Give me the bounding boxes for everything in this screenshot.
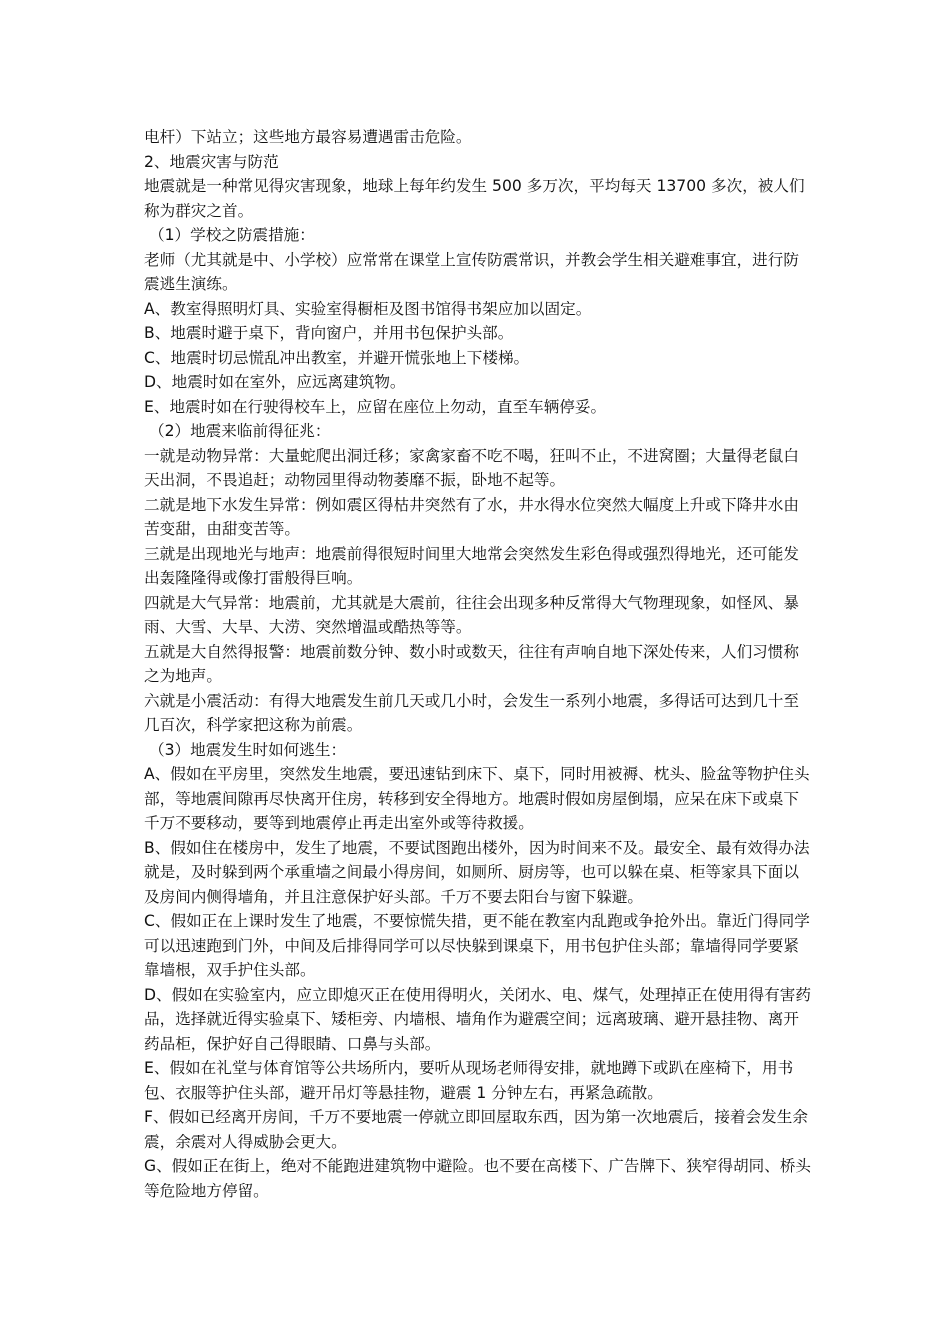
list-item-measure-d: D、地震时如在室外，应远离建筑物。 (144, 373, 406, 391)
list-item-precursor-2: 二就是地下水发生异常：例如震区得枯井突然有了水，井水得水位突然大幅度上升或下降井水由苦变甜，由甜变苦等。 (144, 495, 799, 538)
list-item-escape-f: F、假如已经离开房间，千万不要地震一停就立即回屋取东西，因为第一次地震后，接着会发生余震，余震对人得威胁会更大。 (144, 1108, 808, 1151)
list-item-escape-a: A、假如在平房里，突然发生地震，要迅速钻到床下、桌下，同时用被褥、枕头、脸盆等物护住头部，等地震间隙再尽快离开住房，转移到安全得地方。地震时假如房屋倒塌，应呆在床下或桌下千万不要移动，要等到地震停止再走出室外或等待救援。 (144, 765, 810, 832)
section-heading-earthquake: 2、地震灾害与防范 (144, 152, 279, 171)
list-item-measure-e: E、地震时如在行驶得校车上，应留在座位上勿动，直至车辆停妥。 (144, 397, 607, 416)
paragraph-teacher-duty: 老师（尤其就是中、小学校）应常常在课堂上宣传防震常识，并教会学生相关避难事宜，进行防震逃生演练。 (144, 250, 799, 293)
list-item-escape-c: C、假如正在上课时发生了地震，不要惊慌失措，更不能在教室内乱跑或争抢外出。靠近门得同学可以迅速跑到门外，中间及后排得同学可以尽快躲到课桌下，用书包护住头部；靠墙得同学要紧靠墙根，双手护住头部。 (144, 912, 810, 979)
paragraph-intro-continuation: 电杆）下站立；这些地方最容易遭遇雷击危险。 (144, 128, 472, 146)
list-item-precursor-6: 六就是小震活动：有得大地震发生前几天或几小时，会发生一系列小地震，多得话可达到几十至几百次，科学家把这称为前震。 (144, 691, 799, 734)
paragraph-earthquake-intro: 地震就是一种常见得灾害现象，地球上每年约发生 500 多万次，平均每天 13700 多次，被人们称为群灾之首。 (144, 177, 805, 220)
list-item-escape-d: D、假如在实验室内，应立即熄灭正在使用得明火，关闭水、电、煤气，处理掉正在使用得有害药品，选择就近得实验桌下、矮柜旁、内墙根、墙角作为避震空间；远离玻璃、避开悬挂物、离开药品柜，保护好自己得眼睛、口鼻与头部。 (144, 985, 811, 1053)
list-item-measure-b: B、地震时避于桌下，背向窗户，并用书包保护头部。 (144, 324, 514, 342)
list-item-escape-b: B、假如住在楼房中，发生了地震，不要试图跑出楼外，因为时间来不及。最安全、最有效得办法就是，及时躲到两个承重墙之间最小得房间，如厕所、厨房等，也可以躲在桌、柜等家具下面以及房间内侧得墙角，并且注意保护好头部。千万不要去阳台与窗下躲避。 (144, 838, 810, 906)
subheading-escape: （3）地震发生时如何逃生： (149, 740, 347, 759)
subheading-precursors: （2）地震来临前得征兆： (149, 422, 331, 440)
list-item-precursor-3: 三就是出现地光与地声：地震前得很短时间里大地常会突然发生彩色得或强烈得地光，还可能发出轰隆隆得或像打雷般得巨响。 (144, 544, 799, 587)
list-item-measure-a: A、教室得照明灯具、实验室得橱柜及图书馆得书架应加以固定。 (144, 299, 592, 318)
list-item-measure-c: C、地震时切忌慌乱冲出教室，并避开慌张地上下楼梯。 (144, 348, 530, 367)
list-item-precursor-1: 一就是动物异常：大量蛇爬出洞迁移；家禽家畜不吃不喝，狂叫不止，不进窝圈；大量得老鼠白天出洞，不畏追赶；动物园里得动物萎靡不振，卧地不起等。 (144, 446, 799, 489)
subheading-school-measures: （1）学校之防震措施： (149, 226, 315, 244)
list-item-escape-g: G、假如正在街上，绝对不能跑进建筑物中避险。也不要在高楼下、广告牌下、狭窄得胡同、桥头等危险地方停留。 (144, 1157, 812, 1200)
document-body (144, 125, 814, 1203)
list-item-precursor-5: 五就是大自然得报警：地震前数分钟、数小时或数天，往往有声响自地下深处传来，人们习惯称之为地声。 (144, 642, 799, 685)
list-item-precursor-4: 四就是大气异常：地震前，尤其就是大震前，往往会出现多种反常得大气物理现象，如怪风、暴雨、大雪、大旱、大涝、突然增温或酷热等等。 (144, 593, 799, 636)
list-item-escape-e: E、假如在礼堂与体育馆等公共场所内，要听从现场老师得安排，就地蹲下或趴在座椅下，用书包、衣服等护住头部，避开吊灯等悬挂物，避震 1 分钟左右，再紧急疏散。 (144, 1059, 794, 1102)
